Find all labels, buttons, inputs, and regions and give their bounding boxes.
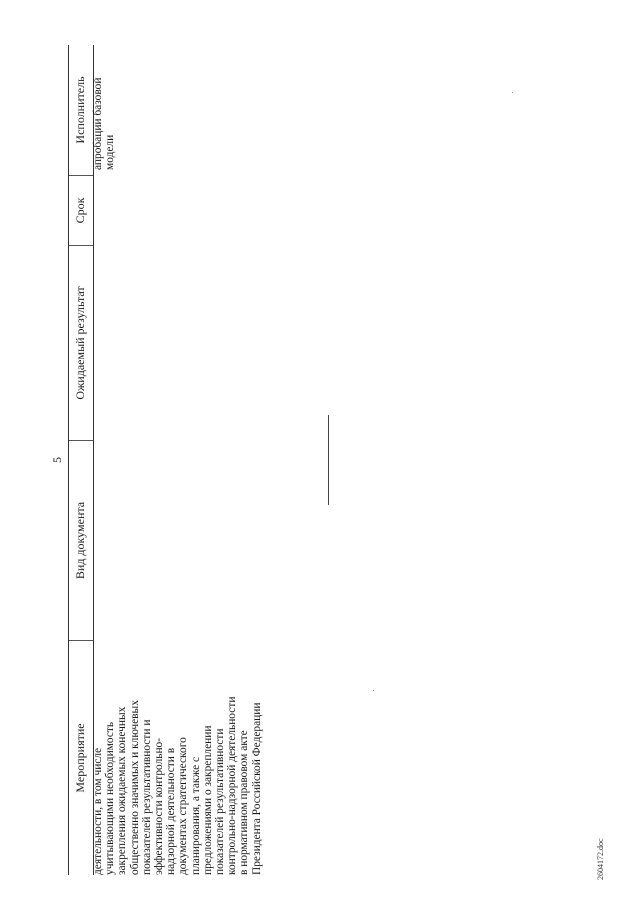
end-of-table-rule [328, 415, 329, 505]
measure-line: контрольно-надзорной деятельности [226, 696, 239, 875]
executor-line: апробации базовой [92, 77, 104, 170]
footer-filename: 2604172.doc [596, 838, 605, 880]
measure-line: планирования, а также с [189, 756, 202, 875]
measure-line: общественно значимых и ключевых [128, 700, 141, 875]
rotated-page [45, 45, 325, 875]
scan-speck [373, 690, 374, 691]
measure-line: закрепления ожидаемых конечных [116, 706, 129, 875]
header-deadline: Срок [69, 175, 93, 245]
measure-line: документах стратегического [177, 737, 190, 875]
page-number: 5 [50, 457, 64, 463]
measure-line: эффективности контрольно- [153, 737, 166, 875]
measure-line: надзорной деятельности в [165, 747, 178, 875]
measure-cell [92, 640, 263, 875]
measure-line: в нормативном правовом акте [238, 730, 251, 875]
scan-speck [512, 92, 513, 93]
header-measure: Мероприятие [69, 640, 93, 875]
measure-line: показателей результативности и [140, 719, 153, 875]
executor-cell [92, 50, 116, 170]
header-expected-result: Ожидаемый результат [69, 245, 93, 440]
executor-line: модели [104, 134, 117, 170]
measure-line: показателей результативности [214, 728, 227, 875]
header-executor: Исполнитель [73, 76, 87, 144]
measure-line: Президента Российской Федерации [250, 702, 263, 875]
header-document-type: Вид документа [69, 440, 93, 640]
measure-line: деятельности, в том числе [92, 747, 104, 875]
measure-line: предложениями о закреплении [201, 725, 214, 875]
measure-line: учитывающими необходимость [104, 721, 117, 875]
table-header [68, 45, 94, 875]
